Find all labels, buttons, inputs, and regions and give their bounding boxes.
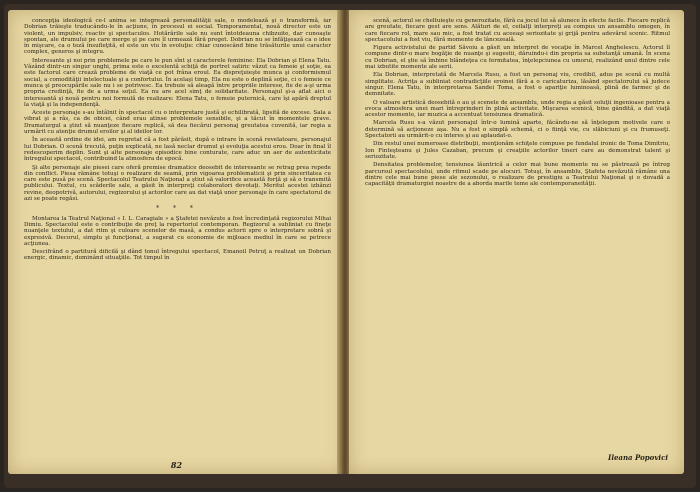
paragraph: Figura activistului de partid Săvoiu a găsit un interpret de vocaţie în Marcel Anghelescu. Actorul îl compune dintr-o mare bogăţie de nuanţe şi sugestii, dăruindu-i din propria sa substanţă umană. În scena cu Dobrian, el ştie să îmbine blândeţea cu fermitatea, înţelepciunea cu umorul, realizând unul dintre cele mai izbutite momente ale serii. — [365, 45, 670, 71]
paragraph: Interesante şi noi prin problemele pe care le pun sînt şi caracterele feminine: Ela Dobrian şi Elena Tatu. Văzând dintr-un singur unghi, prima este o excelentă schiţă de portret satiric văzut ca femeie şi soţie, ea este factorul care crează probleme de viaţă ce pot frâna eroul. Ea dispreţuieşte munca şi conformismul social, a comodităţii intelectuale şi a confortului. În acelaşi timp, Ela nu este o deplină soţie, ci o femeie ce munca şi preocupările sale nu i se potrivesc. Ea trebuie să aleagă între propriile interese, fie de a-şi urma propria credinţă, fie de a urma soţul. Ea nu are acel simţ de solidaritate. Personajul şi-a aflat aici o interesantă şi nouă pentru noi formulă de realizare: Elena Tatu, o femeie puternică, care îşi apără dreptul la viaţă şi la independenţă. — [24, 57, 331, 108]
paragraph: În această ordine de idei, am regretat că a fost părăsit, după o intrare în scenă revelatoare, personajul lui Dobrian. O scenă trecută, puţin explicată, ne lasă neclar drumul şi evoluţia acestui erou. Doar în final îl redescoperim deplin. Sunt şi alte personaje episodice bine conturate, care aduc un aer de autenticitate întregului spectacol, contribuind la atmosfera de epocă. — [24, 137, 331, 163]
left-page — [8, 10, 345, 474]
author-signature: Ileana Popovici — [608, 453, 668, 462]
section-separator: * * * — [156, 205, 199, 213]
paragraph: Şi alte personaje ale piesei care oferă premise dramatice deosebit de interesante se retrag prea repede din conflict. Piesa rămâne totuşi o realizare de seamă, prin vigoarea problematicii şi prin sinceritatea cu care este pusă pe scenă. Spectacolul Teatrului Naţional a ştiut să valorifice această forţă şi să o transmită publicului. Textul, cu scăderile sale, a găsit în interpreţi colaboratori devotaţi. Meritul acestei izbânzi revine, deopotrivă, autorului, regizorului şi actorilor care au dat viaţă unor personaje în care spectatorul de azi se poate regăsi. — [24, 164, 331, 203]
paragraph: O valoare artistică deosebită o au şi scenele de ansamblu, unde regia a găsit soluţii ingenioase pentru a evoca atmosfera unei mari întreprinderi în plină activitate. Mişcarea scenică, bine gândită, a dat viaţă acestor momente, iar muzica a accentuat tensiunea dramatică. — [365, 99, 670, 119]
paragraph: Marcela Rusu s-a văzut personajul într-o lumină aparte, făcându-ne să înţelegem motivele care o determină să acţioneze aşa. Nu a fost o simplă schemă, ci o fiinţă vie, cu slăbiciuni şi cu frumuseţi. Spectatorii au urmărit-o cu interes şi au aplaudat-o. — [365, 120, 670, 140]
paragraph: Din restul unei numeroase distribuţii, menţionăm schiţele compuse pe fundalul ironic de Toma Dimitriu, Ion Finteşteanu şi Jules Cazaban, precum şi creaţiile actorilor tineri care au demonstrat talent şi seriozitate. — [365, 141, 670, 160]
paragraph: concepţia ideologică ce-l anima se integrează personalităţii sale, o modelează şi o transformă, iar Dobrian trăieşte traducându-le în acţiune, în procesul ei social. Temporamental, nouă director este un violent, un impulsiv, reactiv şi spectaculos. Hotărârile sale nu sunt întotdeauna chibzuite, dar cunoaşte spontan, ale drumului pe care merge şi pe care îl urmează fără preget. Dobrian nu se înfăţişează ca o idee în mişcare, ca o teză însufleţită, el este un viu în evoluţie: chiar cunoscând bine trăsăturile unui caracter complex, generos şi integru. — [24, 18, 331, 56]
paragraph: Densitatea problemelor, tensiunea lăuntrică a celor mai bune momente nu se păstrează pe întreg parcursul spectacolului, unde ritmul scade pe alocuri. Totuşi, în ansamblu, Ştafeta nevăzută rămâne una dintre cele mai bune piese ale sezonului, o realizare de prestigiu a Teatrului Naţional şi o dovadă a capacităţii dramaturgiei noastre de a aborda marile teme ale contemporaneităţii. — [365, 162, 670, 188]
paragraph: Montarea la Teatrul Naţional « I. L. Caragiale » a Ştafetei nevăzute a fost încredinţată regizorului Mihai Dimiu. Spectacolul este o contribuţie de preţ la repertoriul contemporan. Regizorul a subliniat cu fineţe nuanţele textului, a dat ritm şi culoare scenelor de masă, a condus actorii spre o interpretare sobră şi expresivă. Decorul, simplu şi funcţional, a sugerat cu economie de mijloace mediul în care se petrece acţiunea. — [24, 215, 331, 247]
right-page-text — [365, 18, 670, 189]
page-number: 82 — [170, 460, 183, 470]
paragraph: Aceste personaje s-au întâlnit în spectacol cu o interpretare justă şi echilibrată, lipsită de excese. Sala a vibrat şi a râs, ca de obicei, când erau atinse problemele sensibile, şi a tăcut în momentele grave. Dramaturgul a ştiut să nuanţeze fiecare replică, să dea fiecărui personaj greutatea cuvenită, iar regia a urmărit cu atenţie drumul eroilor şi al ideilor lor. — [24, 110, 331, 136]
paragraph: Descifrând o partitură dificilă şi dând tonul întregului spectacol, Emanoil Petruţ a realizat un Dobrian energic, dinamic, dominând situaţiile. Tot timpul în — [24, 249, 331, 262]
right-page — [349, 10, 684, 474]
left-page-text — [24, 18, 331, 264]
paragraph: Ela Dobrian, interpretată de Marcela Rusu, a fost un personaj viu, credibil, adus pe scenă cu multă simplitate. Actriţa a subliniat contradicţiile eroinei fără a o caricaturiza, lăsând spectatorului să judece singur. Elena Tatu, în interpretarea Sandei Toma, a fost o apariţie luminoasă, plină de farmec şi de demnitate. — [365, 72, 670, 98]
paragraph: scenă, actorul se cheltuieşte cu generozitate, fără ca jocul lui să alunece în efecte facile. Fiecare replică are greutate, fiecare gest are sens. Alături de el, ceilalţi interpreţi au compus un ansamblu omogen, în care fiecare rol, mare sau mic, a fost tratat cu aceeaşi seriozitate şi grijă pentru adevărul scenic. Ritmul spectacolului a fost viu, fără momente de lâncezeală. — [365, 18, 670, 43]
